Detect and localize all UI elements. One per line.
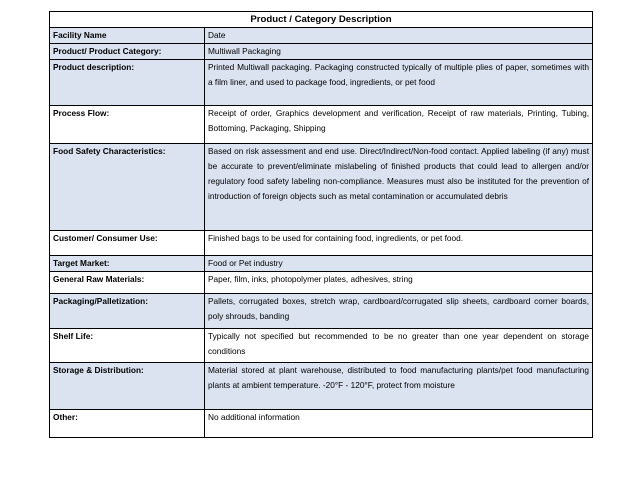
row-value: Based on risk assessment and end use. Direct/Indirect/Non-food contact. Applied labeling (if any) must be accurate to prevent/eliminate mislabeling of finished products that could lead to allergen and/or regulatory food safety labeling non-compliance. Measures must also be instituted for the prevention of introduction of foreign objects such as metal contamination or accumulated debris: [205, 144, 593, 231]
row-label: Shelf Life:: [50, 329, 205, 363]
row-label: Product description:: [50, 60, 205, 106]
row-facility-name: [50, 28, 593, 44]
row-process-flow: [50, 106, 593, 144]
row-storage-distribution: [50, 363, 593, 410]
row-other: [50, 410, 593, 438]
product-category-table: [49, 11, 593, 438]
table-title: Product / Category Description: [50, 12, 593, 28]
row-value: Pallets, corrugated boxes, stretch wrap, cardboard/corrugated slip sheets, cardboard corner boards, poly shrouds, banding: [205, 294, 593, 329]
row-product-description: [50, 60, 593, 106]
row-label: General Raw Materials:: [50, 272, 205, 294]
row-value: Food or Pet industry: [205, 256, 593, 272]
row-shelf-life: [50, 329, 593, 363]
row-label: Facility Name: [50, 28, 205, 44]
row-label: Product/ Product Category:: [50, 44, 205, 60]
row-raw-materials: [50, 272, 593, 294]
row-label: Food Safety Characteristics:: [50, 144, 205, 231]
row-label: Customer/ Consumer Use:: [50, 231, 205, 256]
row-label: Process Flow:: [50, 106, 205, 144]
row-label: Packaging/Palletization:: [50, 294, 205, 329]
row-value: Date: [205, 28, 593, 44]
title-row: [50, 12, 593, 28]
row-packaging: [50, 294, 593, 329]
row-food-safety: [50, 144, 593, 231]
row-customer-use: [50, 231, 593, 256]
row-value: No additional information: [205, 410, 593, 438]
row-value: Material stored at plant warehouse, distributed to food manufacturing plants/pet food manufacturing plants at ambient temperature. -20°F - 120°F, protect from moisture: [205, 363, 593, 410]
row-value: Finished bags to be used for containing food, ingredients, or pet food.: [205, 231, 593, 256]
row-label: Target Market:: [50, 256, 205, 272]
row-target-market: [50, 256, 593, 272]
row-label: Other:: [50, 410, 205, 438]
row-value: Multiwall Packaging: [205, 44, 593, 60]
row-value: Typically not specified but recommended to be no greater than one year dependent on storage conditions: [205, 329, 593, 363]
row-value: Paper, film, inks, photopolymer plates, adhesives, string: [205, 272, 593, 294]
row-value: Printed Multiwall packaging. Packaging constructed typically of multiple plies of paper, sometimes with a film liner, and used to package food, ingredients, or pet food: [205, 60, 593, 106]
row-value: Receipt of order, Graphics development and verification, Receipt of raw materials, Printing, Tubing, Bottoming, Packaging, Shipping: [205, 106, 593, 144]
row-product-category: [50, 44, 593, 60]
row-label: Storage & Distribution:: [50, 363, 205, 410]
